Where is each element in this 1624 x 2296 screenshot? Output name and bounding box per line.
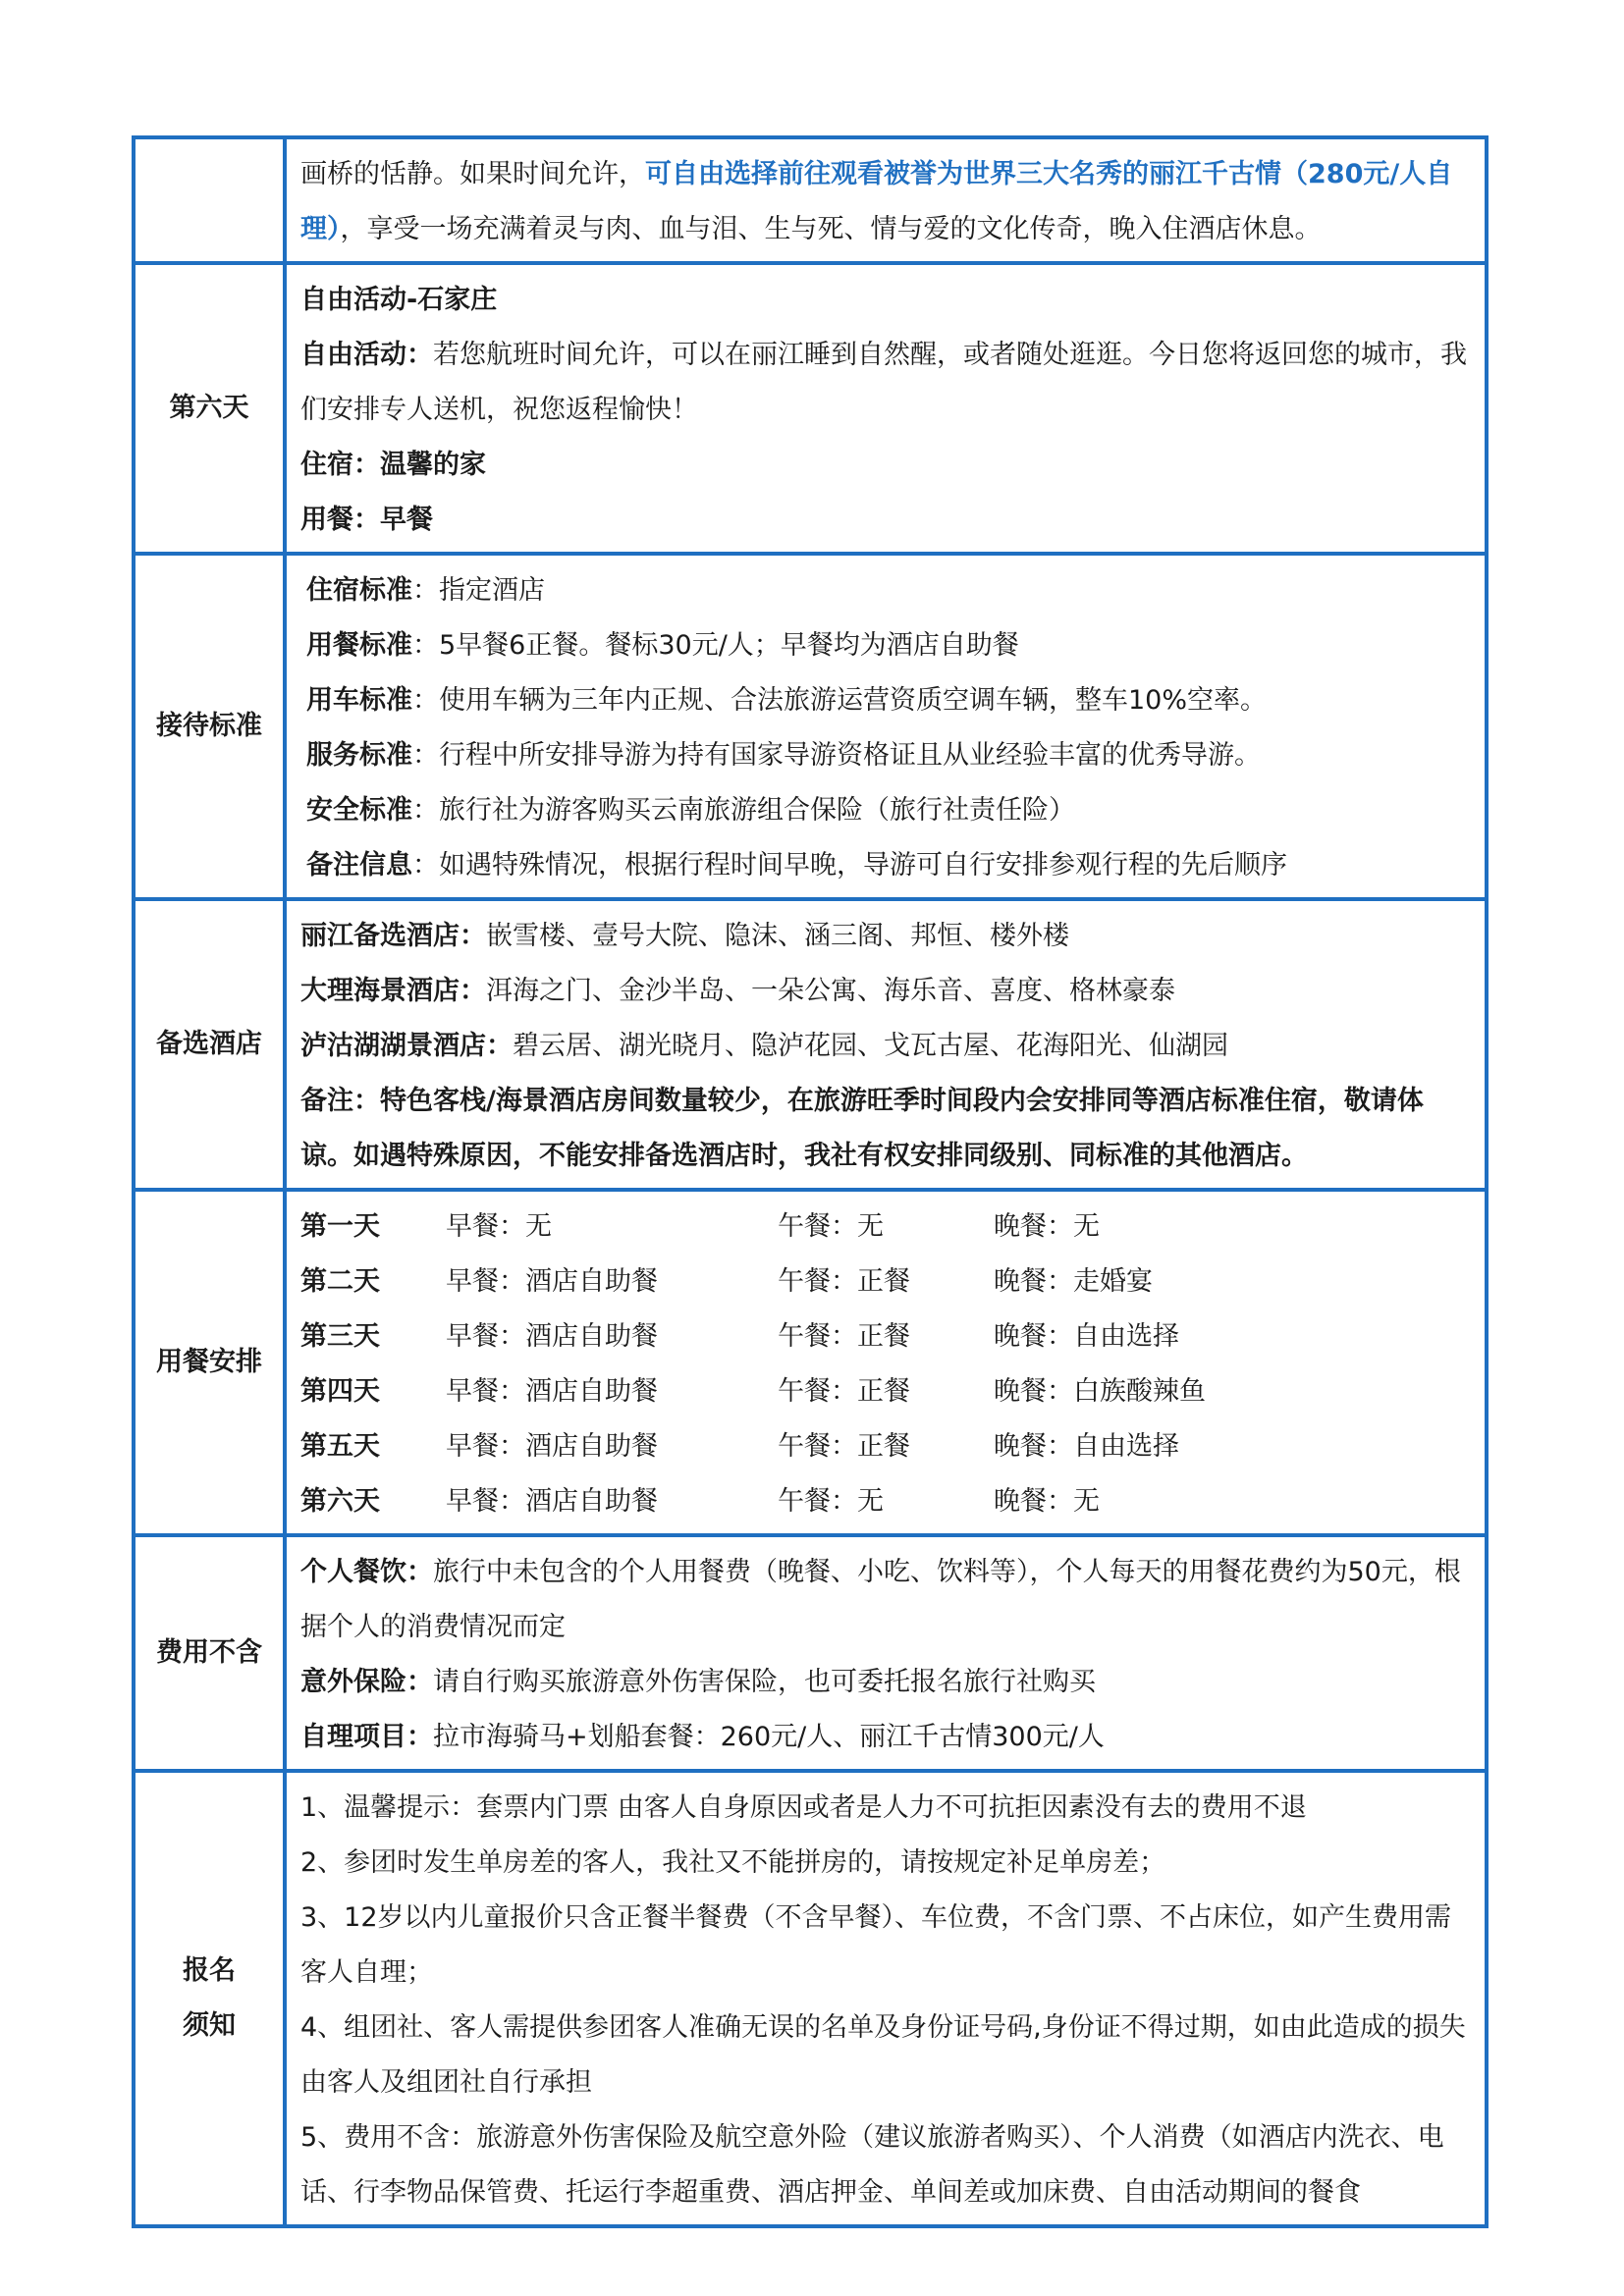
meal-row [300, 1474, 1473, 1529]
hotel-value: 洱海之门、金沙半岛、一朵公寓、海乐音、喜度、格林豪泰 [486, 976, 1175, 1006]
standard-value: 旅行社为游客购买云南旅游组合保险（旅行社责任险） [439, 795, 1075, 826]
standard-value: 指定酒店 [439, 575, 545, 606]
row-label-excluded: 费用不含 [134, 1535, 285, 1771]
meal-day: 第四天 [300, 1376, 380, 1407]
day6-title: 自由活动-石家庄 [300, 285, 498, 315]
standard-item [306, 673, 1473, 728]
excluded-key: 个人餐饮： [300, 1557, 433, 1587]
meal-dinner: 晚餐：白族酸辣鱼 [994, 1376, 1206, 1407]
standard-key: 安全标准 [306, 795, 412, 826]
standards-cell [285, 554, 1487, 899]
meal-lunch: 午餐：正餐 [778, 1266, 910, 1297]
excluded-value: 旅行中未包含的个人用餐费（晚餐、小吃、饮料等），个人每天的用餐花费约为50元，根据个人的消费情况而定 [300, 1557, 1461, 1642]
itinerary-table [132, 135, 1489, 2228]
meal-dinner: 晚餐：无 [994, 1486, 1100, 1517]
row-day6 [134, 263, 1487, 554]
hotel-item [300, 909, 1473, 964]
hotel-value: 碧云居、湖光晓月、隐泸花园、戈瓦古屋、花海阳光、仙湖园 [513, 1031, 1228, 1061]
standard-item [306, 783, 1473, 838]
standard-sep: ： [412, 685, 439, 716]
hotel-key: 泸沽湖湖景酒店： [300, 1031, 513, 1061]
standard-sep: ： [412, 795, 439, 826]
meal-breakfast: 早餐：酒店自助餐 [446, 1266, 658, 1297]
standard-item [306, 563, 1473, 618]
hotel-key: 丽江备选酒店： [300, 921, 486, 951]
row-day5-continuation [134, 137, 1487, 263]
hotel-value: 嵌雪楼、壹号大院、隐沫、涵三阁、邦恒、楼外楼 [486, 921, 1069, 951]
notice-item: 5、费用不含：旅游意外伤害保险及航空意外险（建议旅游者购买）、个人消费（如酒店内洗衣、电话、行李物品保管费、托运行李超重费、酒店押金、单间差或加床费、自由活动期间的餐食 [300, 2122, 1444, 2208]
standard-key: 备注信息 [306, 850, 412, 881]
notice-item: 3、12岁以内儿童报价只含正餐半餐费（不含早餐）、车位费，不含门票、不占床位，如产生费用需客人自理； [300, 1902, 1452, 1988]
standard-value: 行程中所安排导游为持有国家导游资格证且从业经验丰富的优秀导游。 [439, 740, 1261, 771]
standard-value: 使用车辆为三年内正规、合法旅游运营资质空调车辆，整车10%空率。 [439, 685, 1268, 716]
notice-item: 4、组团社、客人需提供参团客人准确无误的名单及身份证号码,身份证不得过期，如由此造成的损失由客人及组团社自行承担 [300, 2012, 1466, 2098]
standard-item [306, 728, 1473, 783]
meal-lunch: 午餐：无 [778, 1211, 884, 1242]
standard-key: 服务标准 [306, 740, 412, 771]
hotel-key: 大理海景酒店： [300, 976, 486, 1006]
day5-tail-text-b: ，享受一场充满着灵与肉、血与泪、生与死、情与爱的文化传奇，晚入住酒店休息。 [340, 214, 1322, 244]
row-standards [134, 554, 1487, 899]
excluded-value: 请自行购买旅游意外伤害保险，也可委托报名旅行社购买 [433, 1667, 1096, 1697]
meal-dinner: 晚餐：自由选择 [994, 1321, 1179, 1352]
row-label-day6: 第六天 [134, 263, 285, 554]
notice-item: 2、参团时发生单房差的客人，我社又不能拼房的，请按规定补足单房差； [300, 1847, 1166, 1878]
day5-tail-highlight: 可自由选择前往观看被誉为世界三大名秀的丽江千古情（280元/人自理） [300, 159, 1453, 244]
excluded-item [300, 1655, 1473, 1710]
standard-key: 用车标准 [306, 685, 412, 716]
standard-sep: ： [412, 740, 439, 771]
meal-dinner: 晚餐：无 [994, 1211, 1100, 1242]
notice-label-line-2: 须知 [183, 2010, 236, 2041]
meal-breakfast: 早餐：酒店自助餐 [446, 1321, 658, 1352]
day6-activity-text: 若您航班时间允许，可以在丽江睡到自然醒，或者随处逛逛。今日您将返回您的城市，我们安排专人送机，祝您返程愉快！ [300, 340, 1467, 425]
row-excluded [134, 1535, 1487, 1771]
standard-value: 5早餐6正餐。餐标30元/人；早餐均为酒店自助餐 [439, 630, 1019, 661]
excluded-key: 意外保险： [300, 1667, 433, 1697]
row-meals [134, 1190, 1487, 1535]
meal-row [300, 1200, 1473, 1255]
excluded-cell [285, 1535, 1487, 1771]
day6-stay: 住宿：温馨的家 [300, 450, 486, 480]
meal-lunch: 午餐：正餐 [778, 1431, 910, 1462]
row-label-hotels: 备选酒店 [134, 899, 285, 1190]
row-notice [134, 1771, 1487, 2226]
row-label-notice [134, 1771, 285, 2226]
excluded-key: 自理项目： [300, 1722, 433, 1752]
standard-sep: ： [412, 850, 439, 881]
excluded-item [300, 1710, 1473, 1765]
notice-item: 1、温馨提示：套票内门票 由客人自身原因或者是人力不可抗拒因素没有去的费用不退 [300, 1792, 1307, 1823]
row-hotels [134, 899, 1487, 1190]
standard-sep: ： [412, 575, 439, 606]
meal-dinner: 晚餐：走婚宴 [994, 1266, 1153, 1297]
notice-cell [285, 1771, 1487, 2226]
notice-label-line-1: 报名 [183, 1955, 236, 1986]
meal-row [300, 1419, 1473, 1474]
standard-sep: ： [412, 630, 439, 661]
meal-breakfast: 早餐：酒店自助餐 [446, 1376, 658, 1407]
meal-breakfast: 早餐：无 [446, 1211, 552, 1242]
meal-day: 第一天 [300, 1211, 380, 1242]
meal-lunch: 午餐：无 [778, 1486, 884, 1517]
hotel-item [300, 964, 1473, 1019]
meal-breakfast: 早餐：酒店自助餐 [446, 1486, 658, 1517]
meal-row [300, 1309, 1473, 1364]
meal-day: 第二天 [300, 1266, 380, 1297]
hotels-cell [285, 899, 1487, 1190]
meal-lunch: 午餐：正餐 [778, 1321, 910, 1352]
excluded-item [300, 1545, 1473, 1655]
meals-cell [285, 1190, 1487, 1535]
itinerary-page [132, 135, 1489, 2228]
meal-day: 第三天 [300, 1321, 380, 1352]
hotels-note: 备注：特色客栈/海景酒店房间数量较少，在旅游旺季时间段内会安排同等酒店标准住宿，敬请体谅。如遇特殊原因，不能安排备选酒店时，我社有权安排同级别、同标准的其他酒店。 [300, 1086, 1424, 1171]
meal-dinner: 晚餐：自由选择 [994, 1431, 1179, 1462]
meal-row [300, 1364, 1473, 1419]
standard-value: 如遇特殊情况，根据行程时间早晚，导游可自行安排参观行程的先后顺序 [439, 850, 1287, 881]
meal-day: 第五天 [300, 1431, 380, 1462]
standard-key: 用餐标准 [306, 630, 412, 661]
meal-breakfast: 早餐：酒店自助餐 [446, 1431, 658, 1462]
hotel-item [300, 1019, 1473, 1074]
row-label-empty [134, 137, 285, 263]
meal-row [300, 1255, 1473, 1309]
day6-cell [285, 263, 1487, 554]
row-label-standards: 接待标准 [134, 554, 285, 899]
day5-tail-text-a: 画桥的恬静。如果时间允许， [300, 159, 645, 189]
day5-tail-cell [285, 137, 1487, 263]
day6-activity-label: 自由活动： [300, 340, 433, 370]
meal-day: 第六天 [300, 1486, 380, 1517]
row-label-meals: 用餐安排 [134, 1190, 285, 1535]
day6-meal: 用餐：早餐 [300, 505, 433, 535]
meal-lunch: 午餐：正餐 [778, 1376, 910, 1407]
excluded-value: 拉市海骑马+划船套餐：260元/人、丽江千古情300元/人 [433, 1722, 1105, 1752]
standard-key: 住宿标准 [306, 575, 412, 606]
standard-item [306, 618, 1473, 673]
standard-item [306, 838, 1473, 893]
